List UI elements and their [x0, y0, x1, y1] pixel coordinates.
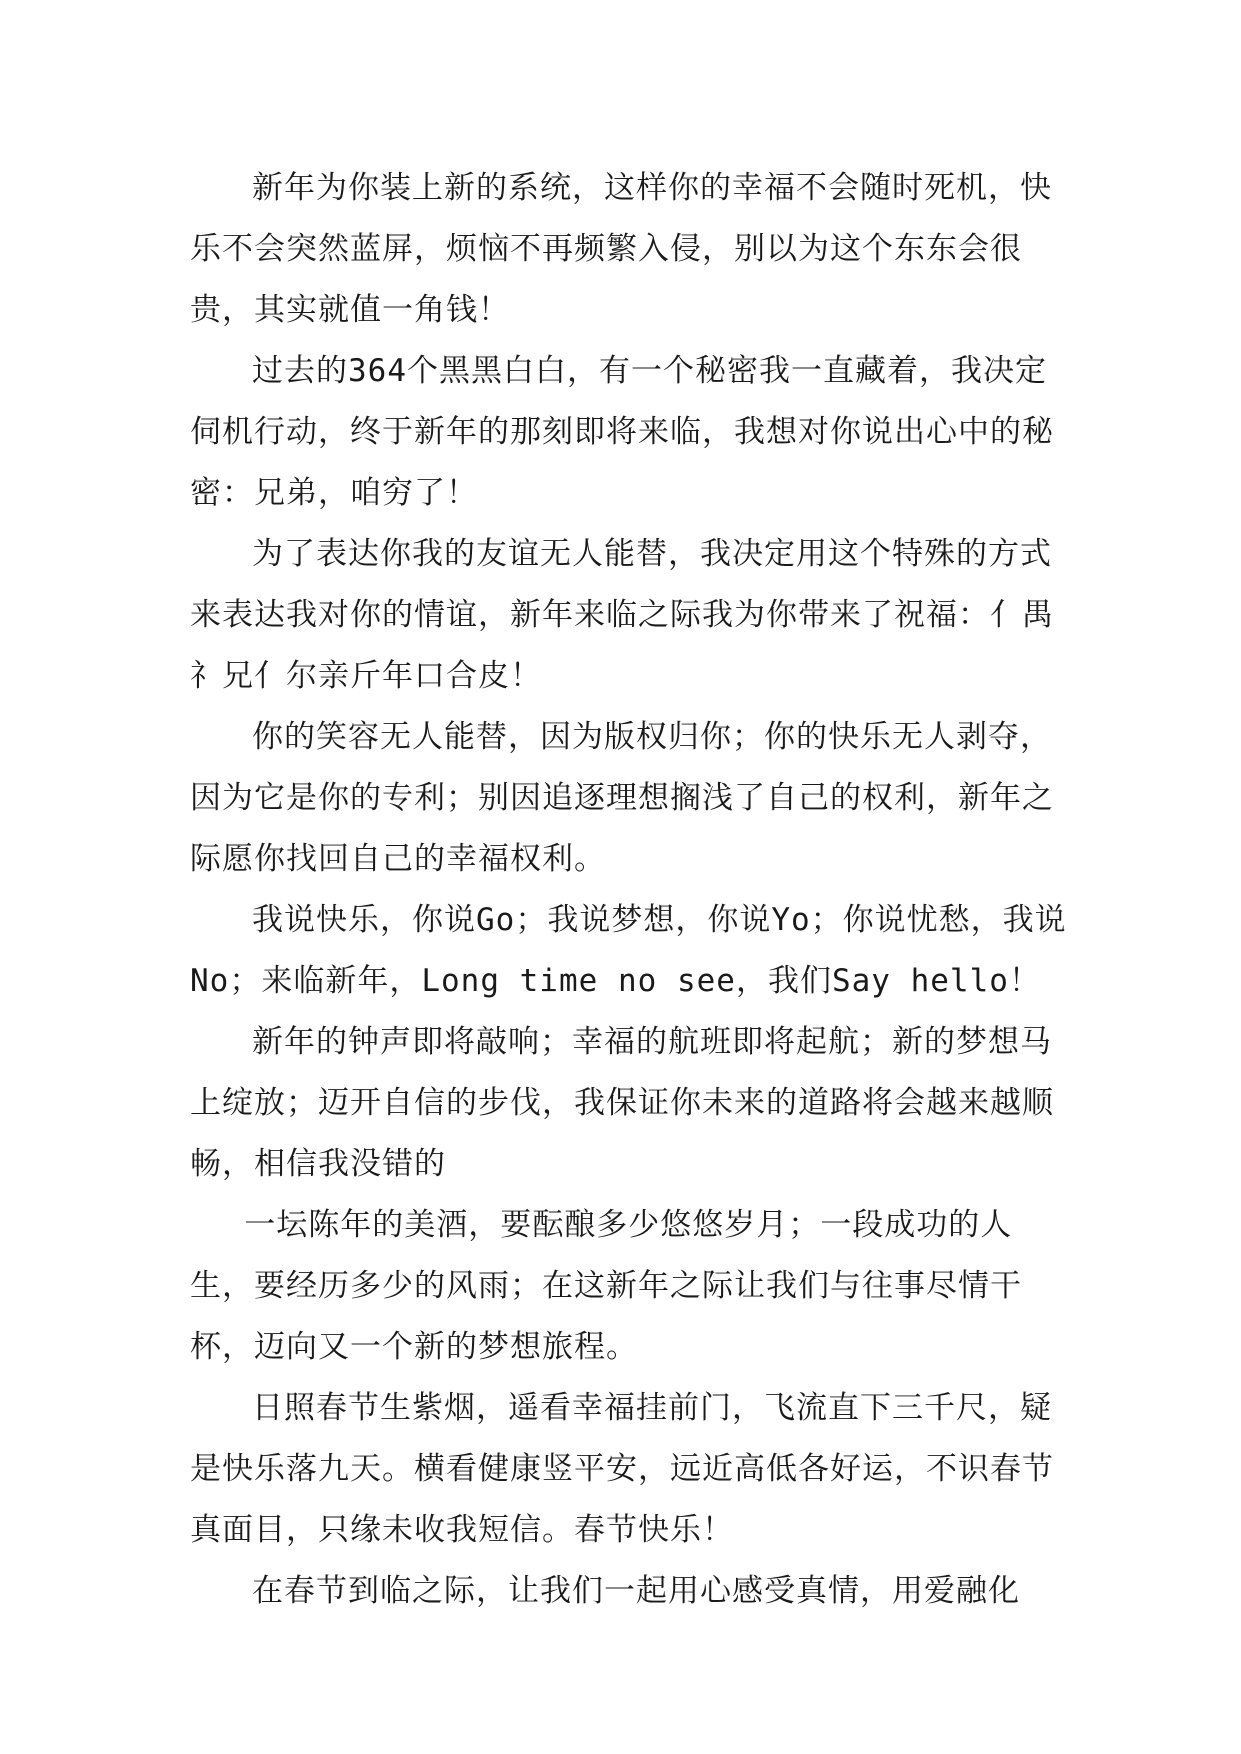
- paragraph-2: 过去的364个黑黑白白，有一个秘密我一直藏着，我决定伺机行动，终于新年的那刻即将来临，我想对你说出心中的秘密：兄弟，咱穷了！: [190, 353, 1054, 511]
- paragraph-8: 日照春节生紫烟，遥看幸福挂前门，飞流直下三千尺，疑是快乐落九天。横看健康竖平安，远近高低各好运，不识春节真面目，只缘未收我短信。春节快乐！: [190, 1390, 1054, 1548]
- paragraph-4: 你的笑容无人能替，因为版权归你；你的快乐无人剥夺，因为它是你的专利；别因追逐理想搁浅了自己的权利，新年之际愿你找回自己的幸福权利。: [190, 719, 1054, 877]
- paragraph-1: 新年为你装上新的系统，这样你的幸福不会随时死机，快乐不会突然蓝屏，烦恼不再频繁入侵，别以为这个东东会很贵，其实就值一角钱！: [190, 170, 1052, 328]
- paragraph-3: 为了表达你我的友谊无人能替，我决定用这个特殊的方式来表达我对你的情谊，新年来临之际我为你带来了祝福：亻禺礻兄亻尔亲斤年口合皮！: [190, 536, 1054, 694]
- paragraph-5: 我说快乐，你说Go；我说梦想，你说Yo；你说忧愁，我说No；来临新年，Long time no see，我们Say hello！: [190, 902, 1067, 999]
- document-body: [190, 158, 1070, 1622]
- paragraph-7: 一坛陈年的美酒，要酝酿多少悠悠岁月；一段成功的人生，要经历多少的风雨；在这新年之际让我们与往事尽情干杯，迈向又一个新的梦想旅程。: [190, 1207, 1022, 1365]
- paragraph-6: 新年的钟声即将敲响；幸福的航班即将起航；新的梦想马上绽放；迈开自信的步伐，我保证你未来的道路将会越来越顺畅，相信我没错的: [190, 1024, 1054, 1182]
- paragraph-9: 在春节到临之际，让我们一起用心感受真情，用爱融化: [252, 1573, 1020, 1609]
